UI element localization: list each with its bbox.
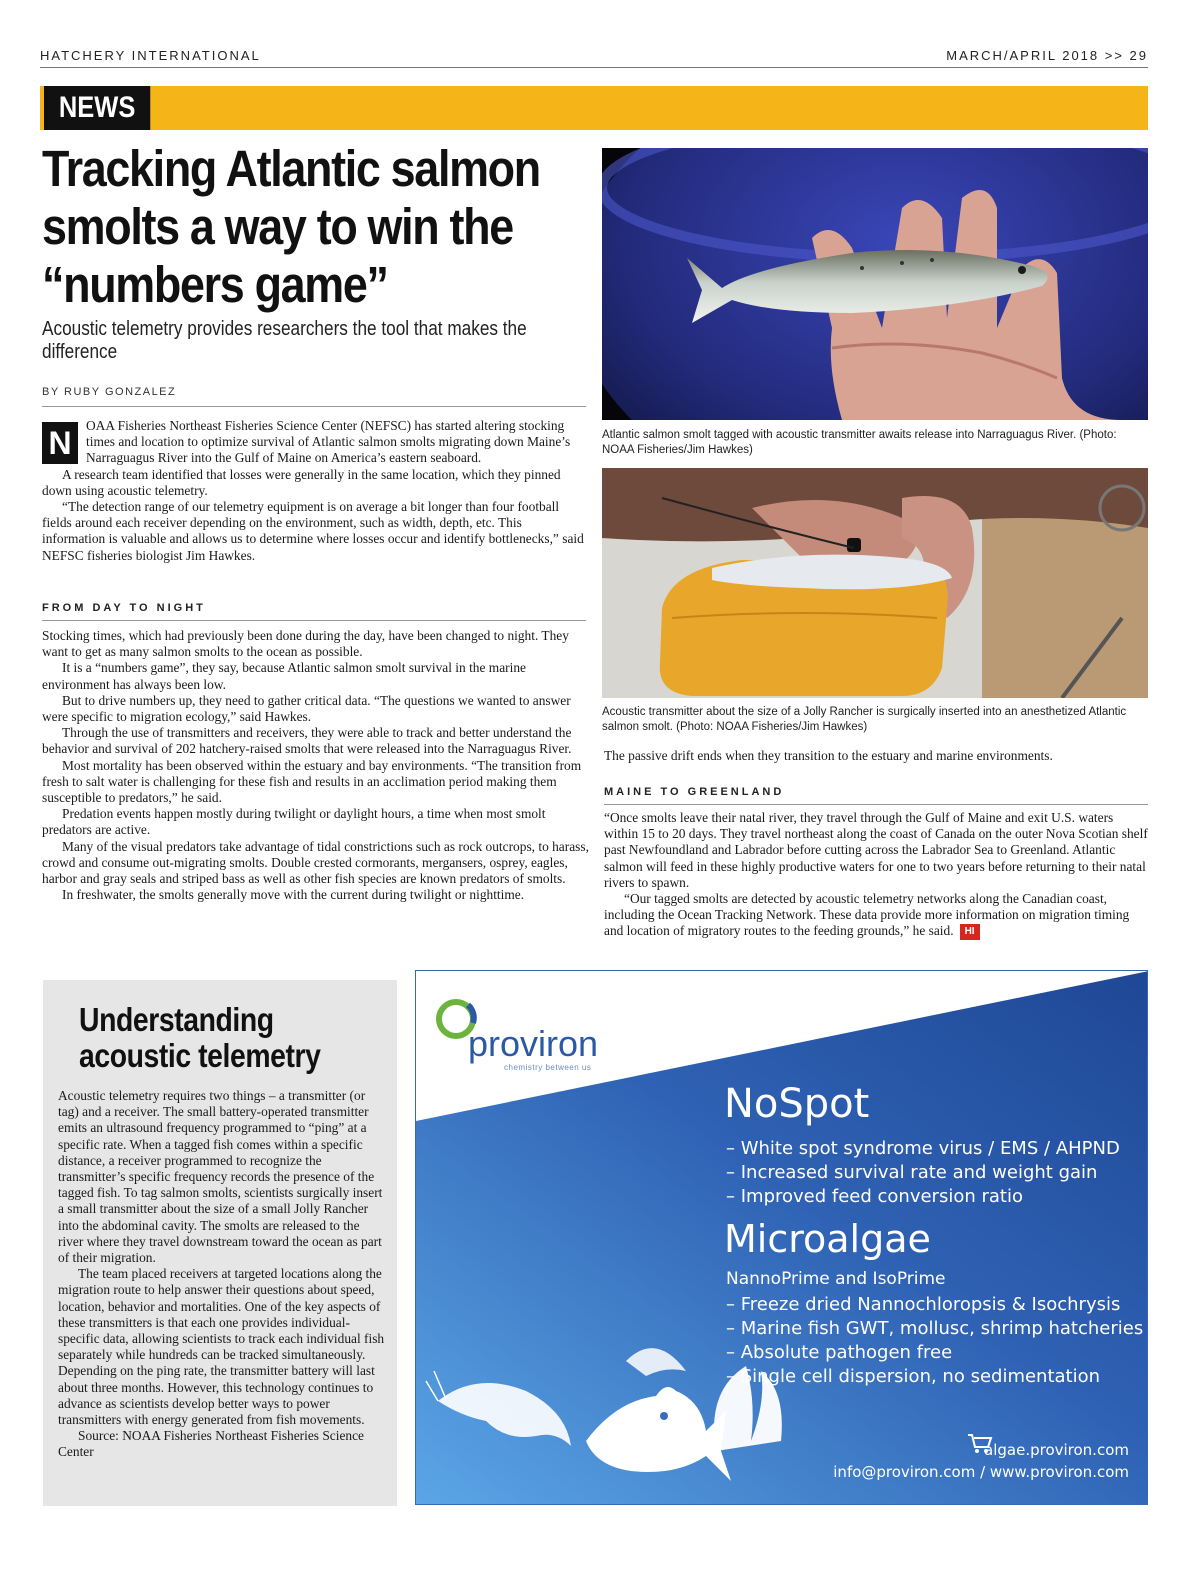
section-tag: NEWS [44, 86, 150, 130]
sidebar-paragraph: The team placed receivers at targeted locations along the migration route to help answer their questions about speed, location, behavior and mortalities. One of the key aspects of these transmitters is that each one provides individual-specific data, allowing scientists to track each individual fish separately while hundreds can be tracked simultaneously. Depending on the ping rate, the transmitter battery will last about three months. However, this technology continues to advance as scientists develop better ways to power transmitters with energy generated from fish movements. [58, 1266, 385, 1428]
feature-line: – Freeze dried Nannochloropsis & Isochrysis [726, 1294, 1121, 1315]
microalgae-subtitle: NannoPrime and IsoPrime [726, 1269, 946, 1289]
issue-date-page: MARCH/APRIL 2018 >> 29 [946, 48, 1148, 63]
proviron-logo: proviron [468, 1023, 599, 1064]
article-headline [42, 140, 605, 314]
article-intro [42, 418, 586, 564]
photo-transmitter-surgery [602, 468, 1148, 698]
body-paragraph: Many of the visual predators take advantage of tidal constrictions such as rock outcrops, to harass, crowd and consume out-migrating smolts. Double crested cormorants, mergansers, osprey, eagles, harbor and gray seals and striped bass as well as other fish species are known predators of smolts. [42, 838, 589, 887]
sidebar-paragraph: Acoustic telemetry requires two things – a transmitter (or tag) and a receiver. The small battery-operated transmitter emits an ultrasound frequency programmed to “ping” at a specific rate. When a tagged fish comes within a specific distance, a receiver programmed to recognize the transmitter’s specific frequency records the presence of the tagged fish. To tag salmon smolts, scientists surgically insert a small transmitter about the size of a small Jolly Rancher into the abdominal cavity. The smolts are released to the river where they travel downstream toward the ocean as part of their migration. [58, 1088, 383, 1266]
body-paragraph: Predation events happen mostly during twilight or daylight hours, a time when most smolt predators are active. [42, 806, 546, 838]
photo-smolt-in-hand [602, 148, 1148, 420]
body-paragraph: “Once smolts leave their natal river, they travel through the Gulf of Maine and exit U.S. waters within 15 to 20 days. They travel northeast along the coast of Canada on the outer Nova Scotian shelf past Newfoundland and Labrador before cutting across the Labrador Sea to Greenland. Atlantic salmon will feed in these highly productive waters for one to two years before returning to their natal rivers to spawn. [604, 810, 1148, 890]
body-paragraph: In freshwater, the smolts generally move with the current during twilight or nighttime. [62, 887, 525, 903]
body-paragraph: Through the use of transmitters and receivers, they were able to track and better understand the behavior and survival of 202 hatchery-raised smolts that were released into the Narraguagus River. [42, 725, 572, 757]
product-microalgae-title: Microalgae [724, 1217, 931, 1261]
headline-line: smolts a way to win the [42, 198, 513, 255]
feature-line: – Marine fish GWT, mollusc, shrimp hatcheries [726, 1318, 1144, 1339]
body-paragraph: The passive drift ends when they transition to the estuary and marine environments. [604, 748, 1053, 763]
photo2-caption: Acoustic transmitter about the size of a Jolly Rancher is surgically inserted into an anesthetized Atlantic salmon smolt. (Photo: NOAA Fisheries/Jim Hawkes) [602, 706, 1127, 733]
proviron-advertisement[interactable] [415, 970, 1148, 1505]
sidebar-body [58, 1088, 388, 1461]
intro-paragraph: “The detection range of our telemetry equipment is on average a bit longer than four football fields around each receiver depending on the environment, such as width, depth, etc. This information is valuable and allows us to determine where losses occur and identify bottlenecks,” said NEFSC fisheries biologist Jim Hawkes. [42, 499, 584, 563]
end-mark: HI [960, 924, 980, 940]
nospot-features [726, 1137, 1120, 1209]
feature-line: – Absolute pathogen free [726, 1342, 953, 1363]
feature-line: – Improved feed conversion ratio [726, 1186, 1023, 1207]
sidebar-paragraph: Source: NOAA Fisheries Northeast Fisheries Science Center [58, 1428, 364, 1460]
body-paragraph: Most mortality has been observed within the estuary and bay environments. “The transition from fresh to salt water is challenging for these fish and results in an acclimation period making them susceptible to predators,” he said. [42, 757, 582, 806]
headline-line: “numbers game” [42, 256, 388, 313]
article-deck: Acoustic telemetry provides researchers the tool that makes the difference [42, 318, 527, 363]
sidebar-title-line: acoustic telemetry [79, 1037, 321, 1074]
photo1-caption: Atlantic salmon smolt tagged with acoustic transmitter awaits release into Narraguagus River. (Photo: NOAA Fisheries/Jim Hawkes) [602, 429, 1117, 456]
body-paragraph: Stocking times, which had previously been done during the day, have been changed to night. They want to get as many salmon smolts to the ocean as possible. [42, 628, 569, 660]
proviron-tagline: chemistry between us [504, 1063, 592, 1072]
feature-line: – Single cell dispersion, no sedimentation [726, 1366, 1101, 1387]
ad-contact-links[interactable]: info@proviron.com / www.proviron.com [833, 1463, 1129, 1481]
article-section-1 [42, 628, 590, 903]
sidebar-box [43, 980, 397, 1506]
article-col2-lead [604, 748, 1148, 764]
subhead-maine-to-greenland: MAINE TO GREENLAND [604, 786, 1148, 805]
intro-paragraph: A research team identified that losses were generally in the same location, which they pinned down using acoustic telemetry. [42, 466, 561, 498]
body-paragraph: But to drive numbers up, they need to gather critical data. “The questions we wanted to answer were specific to migration ecology,” said Hawkes. [42, 692, 571, 725]
body-paragraph: It is a “numbers game”, they say, because Atlantic salmon smolt survival in the marine environment has always been low. [42, 660, 526, 692]
publication-name: HATCHERY INTERNATIONAL [40, 48, 261, 63]
subhead-day-to-night: FROM DAY TO NIGHT [42, 602, 586, 621]
product-nospot-title: NoSpot [724, 1081, 870, 1127]
intro-paragraph: N OAA Fisheries Northeast Fisheries Science Center (NEFSC) has started altering stocking times and location to optimize survival of Atlantic salmon smolts migrating down Maine’s Narraguagus River into the Gulf of Maine on America’s eastern seaboard. [42, 418, 586, 467]
feature-line: – Increased survival rate and weight gain [726, 1162, 1098, 1183]
byline: BY RUBY GONZALEZ [42, 386, 586, 407]
body-paragraph: “Our tagged smolts are detected by acoustic telemetry networks along the Canadian coast, including the Ocean Tracking Network. These data provide more information on migration timing and location of migratory routes to the feeding grounds,” he said. HI [604, 891, 1130, 939]
microalgae-features [726, 1293, 1143, 1389]
feature-line: – White spot syndrome virus / EMS / AHPND [726, 1138, 1120, 1159]
sidebar-title-line: Understanding [79, 1001, 274, 1038]
article-section-2 [604, 810, 1148, 940]
sidebar-title [79, 1002, 371, 1074]
section-bar [40, 86, 1148, 130]
headline-line: Tracking Atlantic salmon [42, 140, 540, 197]
ad-shop-link[interactable]: algae.proviron.com [984, 1441, 1129, 1459]
running-header [40, 48, 1148, 68]
drop-cap: N [42, 422, 78, 464]
